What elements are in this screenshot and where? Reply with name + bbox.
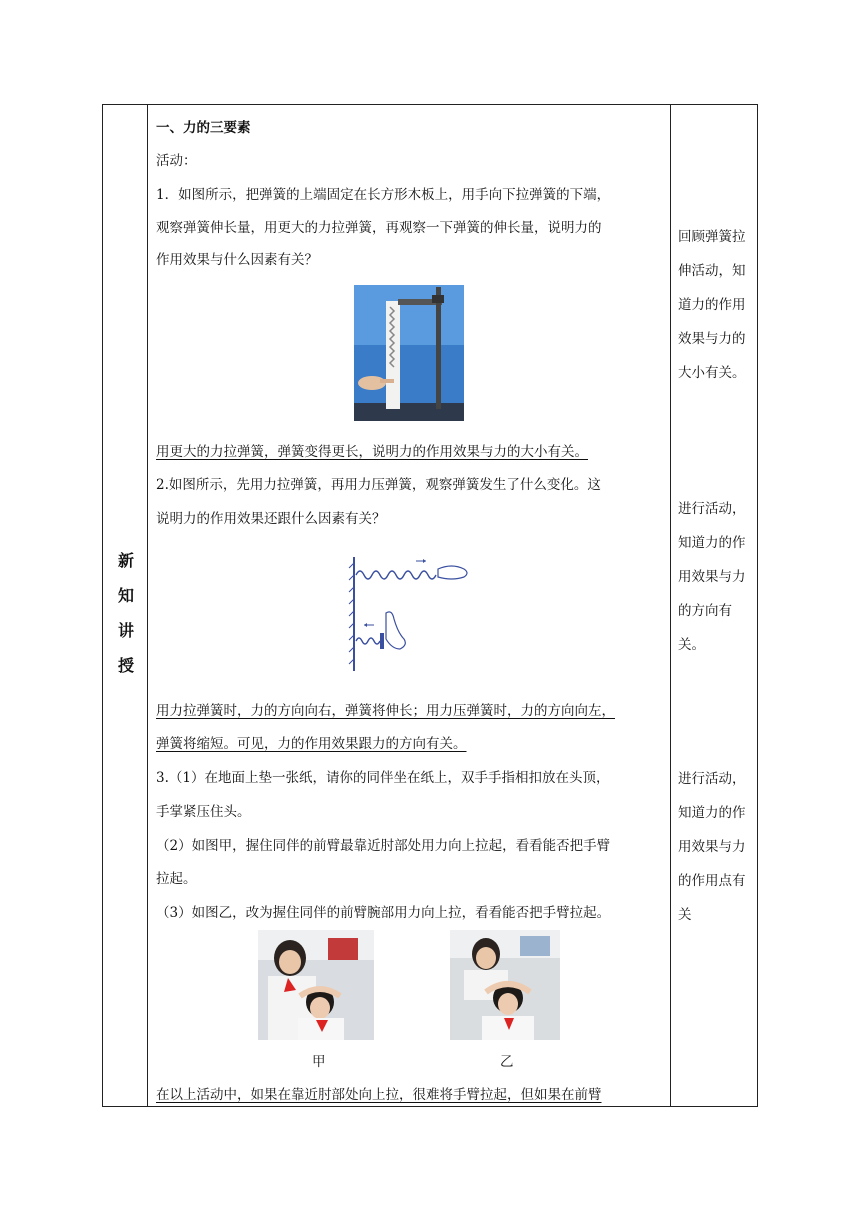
activity-3-line: 3.（1）在地面上垫一张纸，请你的同伴坐在纸上，双手手指相扣放在头顶，	[156, 770, 610, 786]
note-line: 用效果与力	[678, 839, 746, 855]
note-line: 大小有关。	[678, 365, 746, 381]
lesson-table	[102, 104, 758, 1107]
section-label-char: 授	[117, 656, 134, 675]
activity-3-conclusion: 在以上活动中，如果在靠近肘部处向上拉，很难将手臂拉起，但如果在前臂	[156, 1087, 602, 1103]
activity-3-line: （2）如图甲，握住同伴的前臂最靠近肘部处用力向上拉起，看看能否把手臂	[156, 838, 611, 854]
activity-1-answer: 用更大的力拉弹簧，弹簧变得更长，说明力的作用效果与力的大小有关。	[156, 444, 588, 460]
section-heading: 一、力的三要素	[156, 120, 251, 136]
note-line: 进行活动，	[678, 771, 746, 787]
note-line: 知道力的作	[678, 535, 746, 551]
activity-2-line: 说明力的作用效果还跟什么因素有关？	[156, 511, 386, 527]
note-line: 关。	[678, 637, 705, 653]
note-line: 的作用点有	[678, 873, 746, 889]
activity-2-line: 2.如图所示，先用力拉弹簧，再用力压弹簧，观察弹簧发生了什么变化。这	[156, 477, 601, 493]
activity-3-line: （3）如图乙，改为握住同伴的前臂腕部用力向上拉，看看能否把手臂拉起。	[156, 905, 611, 921]
section-label-column	[103, 105, 147, 1106]
note-line: 道力的作用	[678, 297, 746, 313]
photo-jia	[258, 930, 374, 1040]
section-label-char: 知	[117, 586, 134, 605]
photo-yi	[450, 930, 560, 1040]
note-line: 进行活动，	[678, 501, 746, 517]
note-line: 关	[678, 907, 692, 923]
activity-1-line: 作用效果与什么因素有关？	[156, 252, 318, 268]
column-divider	[670, 105, 671, 1106]
activity-2-answer-line: 弹簧将缩短。可见，力的作用效果跟力的方向有关。	[156, 736, 467, 752]
column-divider	[147, 105, 148, 1106]
photo-caption-jia: 甲	[312, 1054, 326, 1070]
note-line: 知道力的作	[678, 805, 746, 821]
note-line: 的方向有	[678, 603, 732, 619]
photo-caption-yi: 乙	[500, 1054, 514, 1070]
section-label-char: 讲	[117, 621, 134, 640]
spring-pull-push-diagram	[346, 553, 476, 675]
activity-3-line: 手掌紧压住头。	[156, 804, 251, 820]
activity-1-line: 观察弹簧伸长量，用更大的力拉弹簧，再观察一下弹簧的伸长量，说明力的	[156, 220, 602, 236]
activity-3-line: 拉起。	[156, 871, 197, 887]
activity-label: 活动：	[156, 153, 197, 169]
activity-2-answer-line: 用力拉弹簧时，力的方向向右，弹簧将伸长；用力压弹簧时，力的方向向左，	[156, 703, 615, 719]
spring-board-photo	[354, 285, 464, 421]
note-line: 回顾弹簧拉	[678, 229, 746, 245]
section-label-char: 新	[117, 551, 134, 570]
note-line: 用效果与力	[678, 569, 746, 585]
section-label	[115, 543, 137, 683]
note-line: 伸活动，知	[678, 263, 746, 279]
activity-1-line: 1．如图所示，把弹簧的上端固定在长方形木板上，用手向下拉弹簧的下端，	[156, 187, 611, 203]
note-line: 效果与力的	[678, 331, 746, 347]
